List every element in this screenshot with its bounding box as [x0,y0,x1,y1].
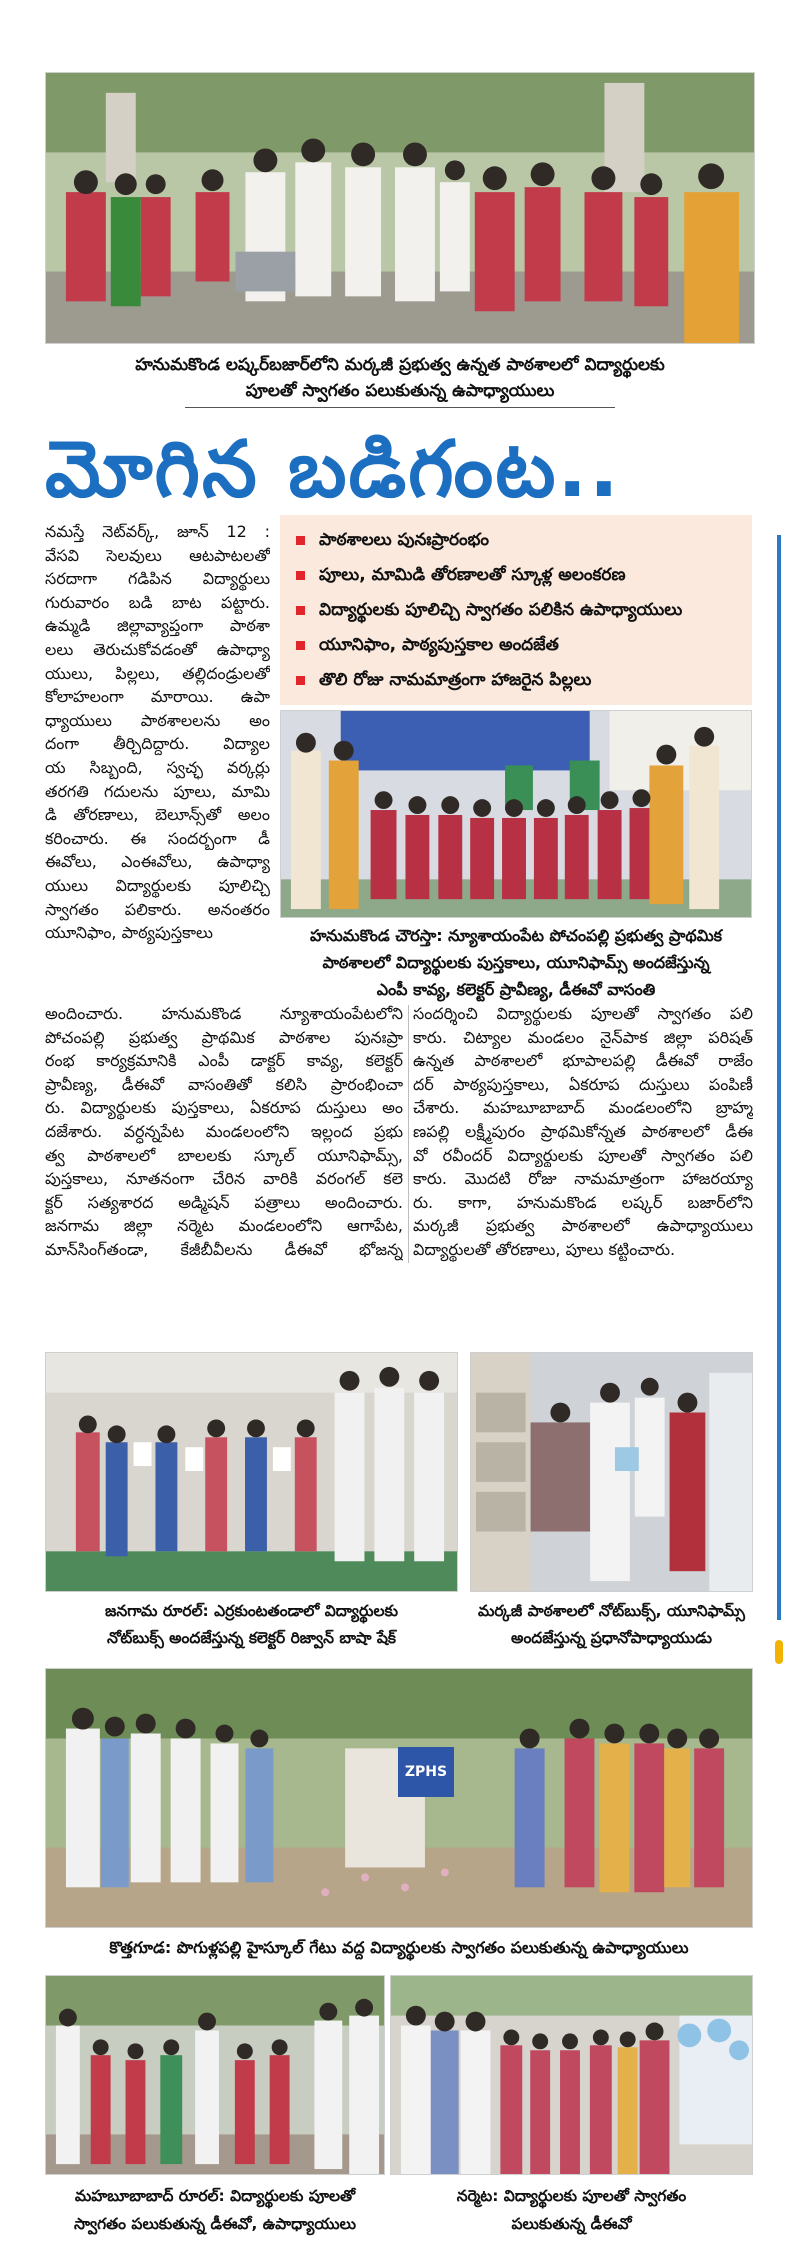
article-line: దంగా తీర్చిదిద్దారు. విద్యాల [45,734,270,754]
janagama-photo-image [46,1353,457,1591]
bullet-square-icon [296,606,305,615]
article-line: త్వ పాఠశాలలో బాలలకు స్కూల్‌ యూనిఫామ్స్‌, [45,1145,403,1165]
highlight-item: తొలి రోజు నామమాత్రంగా హాజరైన పిల్లలు [296,663,591,697]
caption-underline [185,407,615,408]
article-line: ఉమ్మడి జిల్లావ్యాప్తంగా పాఠశా [45,616,270,636]
caption-line: హనుమకొండ చౌరస్తా: న్యూశాయంపేట పోచంపల్లి ప్రభుత్వ ప్రాథమిక [309,926,722,945]
margin-accent-bar [777,535,781,1620]
article-line: తరగతి గదులను పూలు, మామి [45,781,270,801]
caption-line: పూలతో స్వాగతం పలుకుతున్న ఉపాధ్యాయులు [245,381,555,401]
middle-photo-image [281,711,751,917]
caption-line: నోట్‌బుక్స్‌ అందజేస్తున్న కలెక్టర్‌ రిజ్వాన్‌ బాషా షేక్‌ [106,1629,397,1647]
top-photo-image [46,73,754,343]
article-line: రంభ కార్యక్రమానికి ఎంపీ డాక్టర్‌ కావ్య, కలెక్టర్‌ [45,1051,403,1071]
article-line: ఈవోలు, ఎంఈవోలు, ఉపాధ్యా [45,852,270,872]
highlight-item: పూలు, మామిడి తోరణాలతో స్కూళ్ల అలంకరణ [296,558,626,592]
narmeta-caption [390,2182,753,2238]
article-line: చేశారు. మహబూబాబాద్‌ మండలంలోని బ్రాహ్మ [413,1098,753,1118]
margin-accent-dot [775,1640,783,1664]
article-line: కోలాహలంగా మారాయి. ఉపా [45,687,270,707]
article-line: సరదాగా గడిపిన విద్యార్థులు [45,569,270,589]
janagama-photo [45,1352,458,1592]
caption-line: అందజేస్తున్న ప్రధానోపాధ్యాయుడు [511,1629,712,1647]
highlights-box [280,515,752,705]
article-line: నమస్తే నెట్‌వర్క్‌, జూన్‌ 12 : [45,522,270,541]
article-line: గురువారం బడి బాట పట్టారు. [45,592,270,612]
caption-line: పాఠశాలలో విద్యార్థులకు పుస్తకాలు, యూనిఫామ్స్‌ అందజేస్తున్న [322,953,710,972]
caption-line: కొత్తగూడ: పొగుళ్లపల్లి హైస్కూల్‌ గేటు వద్ద విద్యార్థులకు స్వాగతం పలుకుతున్న ఉపాధ్యాయులు [109,1938,689,1957]
article-line: విద్యార్థులతో తోరణాలు, పూలు కట్టించారు. [413,1239,676,1259]
article-left-column [45,520,270,945]
article-line: దర్‌ పాఠ్యపుస్తకాలు, ఏకరూప దుస్తులు పంపిణీ [413,1074,753,1094]
article-line: క్టర్‌ సత్యశారద అడ్మిషన్‌ పత్రాలు అందించారు. [45,1192,403,1212]
bullet-square-icon [296,536,305,545]
caption-line: హనుమకొండ లష్కర్‌బజార్‌లోని మర్కజీ ప్రభుత్వ ఉన్నత పాఠశాలలో విద్యార్థులకు [135,355,665,375]
kothaguda-photo-image [46,1669,752,1927]
article-line: రు. విద్యార్థులకు పుస్తకాలు, ఏకరూప దుస్తులు అం [45,1098,403,1118]
article-line: సందర్శించి విద్యార్థులకు పూలతో స్వాగతం పలి [413,1004,753,1023]
top-photo-caption [45,352,755,404]
article-line: ఉన్నత పాఠశాలలో భూపాలపల్లి డీఈవో రాజేం [413,1051,753,1071]
article-line: పుస్తకాలు, నూతనంగా చేరిన వారికి వరంగల్‌ కలె [45,1169,403,1189]
kothaguda-caption [45,1934,753,1962]
top-photo [45,72,755,344]
article-line: మాన్‌సింగ్‌తండా, కేజీబీవీలను డీఈవో భోజన్న [45,1239,403,1259]
narmeta-photo [390,1975,753,2175]
article-line: యులు, పిల్లలు, తల్లిదండ్రులతో [45,663,270,683]
article-line: డి తోరణాలు, బెలూన్స్‌తో అలం [45,805,270,825]
column-divider [408,1005,409,1263]
article-line: పోచంపల్లి ప్రభుత్వ ప్రాథమిక పాఠశాల పునఃప్రా [45,1027,403,1047]
markazi-photo [470,1352,753,1592]
bullet-square-icon [296,571,305,580]
article-line: య సిబ్బంది, స్వచ్ఛ వర్కర్లు [45,757,270,777]
janagama-caption [45,1598,458,1652]
banner-text: ZPHS [404,1764,448,1780]
caption-line: మహబూబాబాద్‌ రూరల్‌: విద్యార్థులకు పూలతో [74,2187,356,2205]
highlight-item: పాఠశాలలు పునఃప్రారంభం [296,523,489,557]
article-wide-left-column [45,1002,403,1262]
mahabubabad-caption [45,2182,385,2238]
article-wide-right-column [413,1002,753,1262]
article-line: యులు విద్యార్థులకు పూలిచ్చి [45,875,270,895]
caption-line: నర్మెట: విద్యార్థులకు పూలతో స్వాగతం [456,2187,687,2205]
article-line: ప్రావీణ్య, డీఈవో వాసంతితో కలిసి ప్రారంభించా [45,1074,403,1094]
caption-line: పలుకుతున్న డీఈవో [511,2215,632,2233]
highlight-item: యూనిఫాం, పాఠ్యపుస్తకాల అందజేత [296,628,559,662]
mahabubabad-photo-image [46,1976,384,2174]
headline: మోగిన బడిగంట.. [45,425,621,515]
caption-line: మర్కజీ పాఠశాలలో నోట్‌బుక్స్‌, యూనిఫామ్స్‌ [478,1602,745,1620]
highlight-item: విద్యార్థులకు పూలిచ్చి స్వాగతం పలికిన ఉపాధ్యాయులు [296,593,682,627]
middle-photo-caption [280,922,752,1003]
zphs-banner [398,1747,454,1797]
bullet-square-icon [296,676,305,685]
article-line: అందించారు. హనుమకొండ న్యూశాయంపేటలోని [45,1004,403,1023]
narmeta-photo-image [391,1976,752,2174]
article-line: ణపల్లి లక్ష్మీపురం ప్రాథమికోన్నత పాఠశాలలో డీఈ [413,1121,753,1141]
article-line: జనగామ జిల్లా నర్మెట మండలంలోని ఆగాపేట, [45,1216,403,1236]
middle-photo [280,710,752,918]
article-line: లలు తెరుచుకోవడంతో ఉపాధ్యా [45,639,270,659]
article-line: వేసవి సెలవులు ఆటపాటలతో [45,545,270,565]
article-line: కారు. మొదటి రోజు నామమాత్రంగా హాజరయ్యా [413,1169,753,1189]
mahabubabad-photo [45,1975,385,2175]
article-line: కరించారు. ఈ సందర్భంగా డీ [45,828,270,848]
caption-line: స్వాగతం పలుకుతున్న డీఈవో, ఉపాధ్యాయులు [74,2215,356,2233]
article-line: దజేశారు. వర్ధన్నపేట మండలంలోని ఇల్లంద ప్రభు [45,1121,403,1141]
markazi-photo-image [471,1353,752,1591]
caption-line: జనగామ రూరల్‌: ఎర్రకుంటతండాలో విద్యార్థులకు [105,1602,398,1620]
article-line: స్వాగతం పలికారు. అనంతరం [45,899,270,919]
caption-line: ఎంపీ కావ్య, కలెక్టర్‌ ప్రావీణ్య, డీఈవో వాసంతి [376,980,656,999]
kothaguda-photo [45,1668,753,1928]
article-line: కారు. చిట్యాల మండలం నైన్‌పాక జిల్లా పరిషత్‌ [413,1027,753,1047]
article-line: మర్కజీ ప్రభుత్వ పాఠశాలలో ఉపాధ్యాయులు [413,1216,753,1236]
article-line: ధ్యాయులు పాఠశాలలను అం [45,710,270,730]
article-line: వో రవీందర్‌ విద్యార్థులకు పూలతో స్వాగతం పలి [413,1145,753,1165]
article-line: రు. కాగా, హనుమకొండ లష్కర్‌ బజార్‌లోని [413,1192,753,1212]
markazi-caption [470,1598,753,1652]
bullet-square-icon [296,641,305,650]
article-line: యూనిఫాం, పాఠ్యపుస్తకాలు [45,923,213,943]
